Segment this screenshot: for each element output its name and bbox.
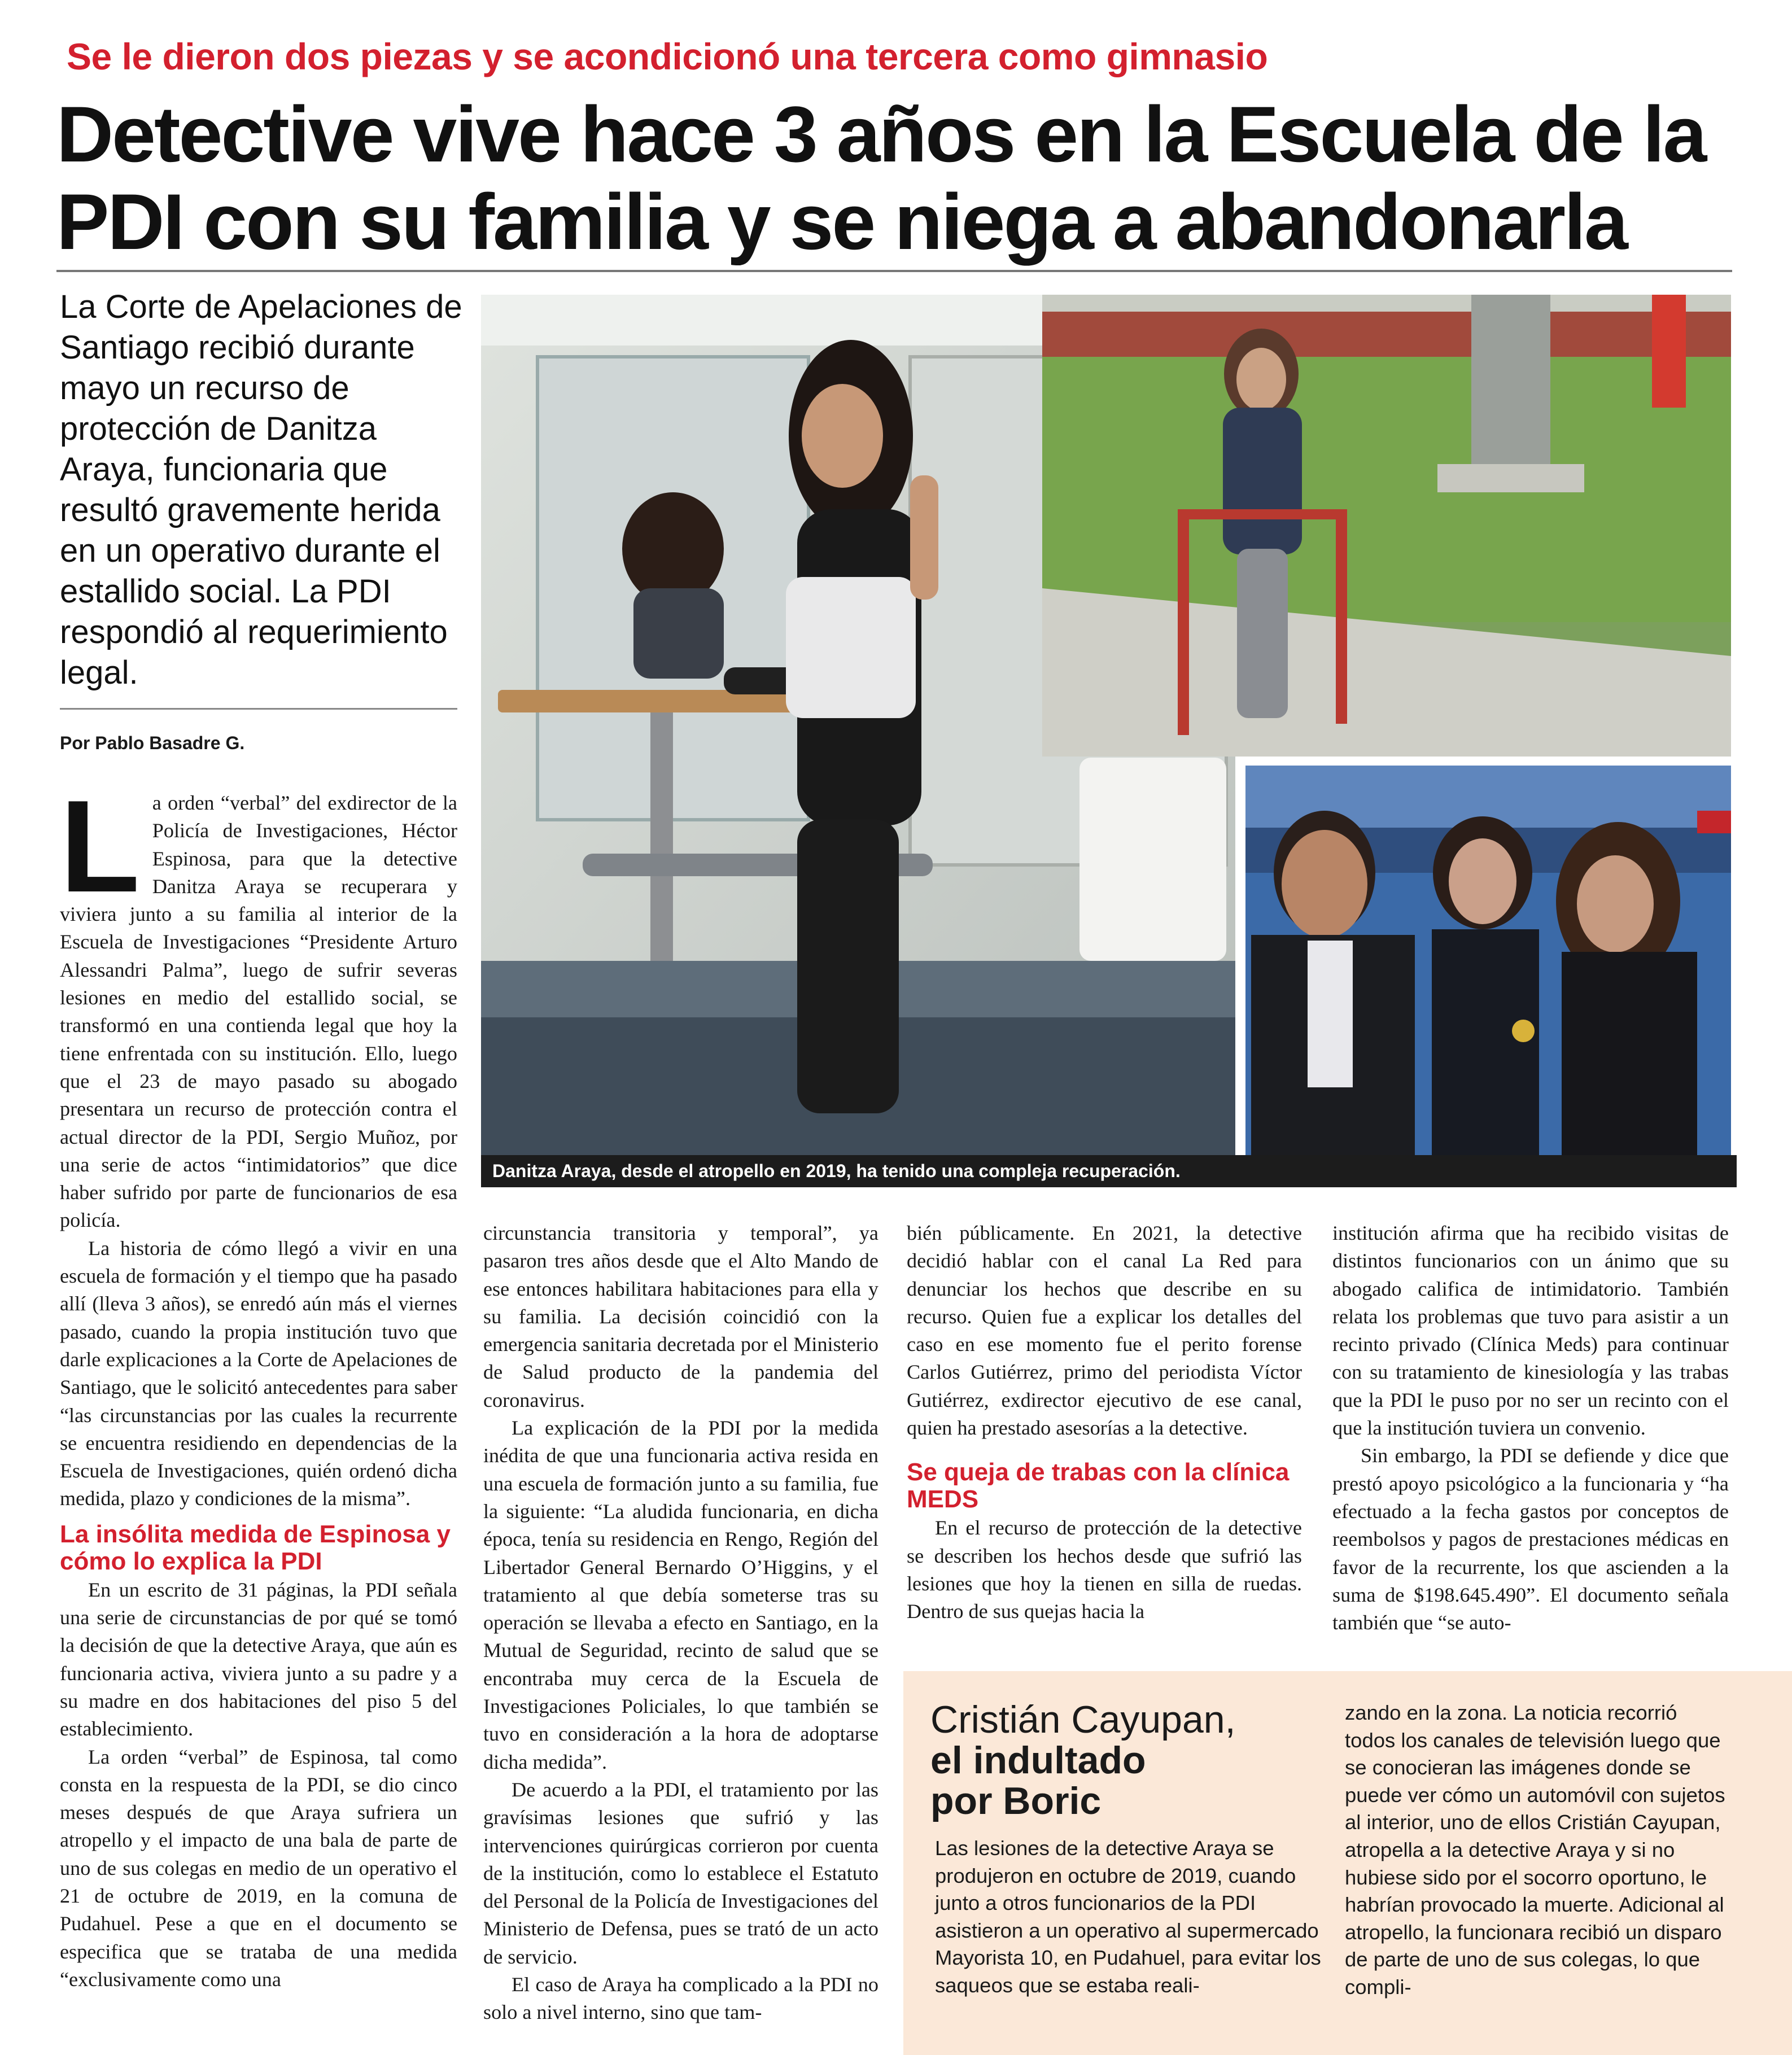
col2-paragraph-3: De acuerdo a la PDI, el tratamiento por las gravísimas lesiones que sufrió y las intervenciones quirúrgicas corrieron por cuenta de la institución, como lo establece el Estatuto del Personal de la Policía de Investigaciones del Ministerio de Defensa, pues se trató de un acto de servicio. — [483, 1778, 878, 1968]
header-divider — [56, 270, 1732, 272]
sidebar-title — [930, 1699, 1326, 1821]
col1-paragraph-3: En un escrito de 31 páginas, la PDI señala una serie de circunstancias de por qué se tomó la decisión de que la detective Araya, que aún es funcionaria activa, viviera junto a su padre y a su madre en dos habitaciones del piso 5 del establecimiento. — [60, 1578, 457, 1741]
lead-divider — [60, 708, 457, 710]
col1-paragraph-2: La historia de cómo llegó a vivir en una escuela de formación y el tiempo que ha pasado allí (lleva 3 años), se enredó aún más el viernes pasado, cuando la propia institución tuvo que darle explicaciones a la Corte de Apelaciones de Santiago, que le solicitó antecedentes para saber “las circunstancias por las cuales la recurrente se encuentra residiendo en dependencias de la Escuela de Investigaciones, quién ordenó dicha medida, plazo y condiciones de la misma”. — [60, 1236, 457, 1510]
col2-paragraph-2: La explicación de la PDI por la medida inédita de que una funcionaria activa resida en una escuela de formación junto a su familia, fue la siguiente: “La aludida funcionaria, en dicha época, tenía su residencia en Rengo, Región del Libertador General Bernardo O’Higgins, y el tratamiento al que debía someterse tras su operación se llevaba a efecto en Santiago, en la Mutual de Seguridad, recinto de salud que se encontraba muy cerca de la Escuela de Investigaciones Policiales, lo que también se tuvo en consideración a la hora de adoptarse dicha medida”. — [483, 1416, 878, 1773]
kicker: Se le dieron dos piezas y se acondicionó una tercera como gimnasio — [67, 36, 1268, 77]
sidebar-text-left: Las lesiones de la detective Araya se produjeron en octubre de 2019, cuando junto a otros funcionarios de la PDI asistieron a un operativo al supermercado Mayorista 10, en Pudahuel, para evitar los saqueos que se estaba reali- — [935, 1837, 1321, 1997]
col3-paragraph-1: bién públicamente. En 2021, la detective decidió hablar con el canal La Red para denunciar los hechos que describe en su recurso. Quien fue a explicar los detalles del caso en ese momento fue el perito forense Carlos Gutiérrez, primo del periodista Víctor Gutiérrez, exdirector ejecutivo de ese canal, quien ha prestado asesorías a la detective. — [907, 1222, 1302, 1440]
photo-ceremony-illustration — [1245, 766, 1731, 1155]
column-2 — [483, 1219, 878, 2027]
column-3 — [907, 1219, 1302, 1626]
subhead-espinosa: La insólita medida de Espinosa y cómo lo explica la PDI — [60, 1520, 451, 1575]
headline: Detective vive hace 3 años en la Escuela de la PDI con su familia y se niega a abandonarla — [56, 90, 1706, 266]
col1-paragraph-4: La orden “verbal” de Espinosa, tal como consta en la respuesta de la PDI, se dio cinco meses después de que Araya sufriera un atropello y el impacto de una bala de parte de uno de sus colegas en medio de un operativo el 21 de octubre de 2019, en la comuna de Pudahuel. Pese a que en el documento se especifica que se trataba de una medida “exclusivamente como una — [60, 1745, 457, 1991]
column-1 — [60, 773, 457, 1993]
col4-paragraph-2: Sin embargo, la PDI se defiende y dice que prestó apoyo psicológico a la funcionaria y “ha efectuado a la fecha gastos por conceptos de reembolsos y pagos de prestaciones médicas en favor de la recurrente, los que ascienden a la suma de $198.645.490”. El documento señala también que “se auto- — [1332, 1444, 1729, 1634]
photo-walker-outdoors — [1042, 295, 1731, 757]
col2-paragraph-4: El caso de Araya ha complicado a la PDI no solo a nivel interno, sino que tam- — [483, 1973, 878, 2024]
subhead-meds: Se queja de trabas con la clínica MEDS — [907, 1458, 1290, 1514]
sidebar-text-right: zando en la zona. La noticia recorrió todos los canales de televisión luego que se conocieran las imágenes donde se puede ver cómo un automóvil con sujetos al interior, uno de ellos Cristián Cayupan, atropella a la detective Araya y si no hubiese sido por el socorro oportuno, le habrían provocado la muerte. Adicional al atropello, la funcionara recibió un disparo de parte de uno de sus colegas, lo que compli- — [1345, 1701, 1725, 1999]
drop-cap: L — [60, 773, 140, 920]
col2-paragraph-1: circunstancia transitoria y temporal”, ya pasaron tres años desde que el Alto Mando de ese entonces habilitara habitaciones para ella y su familia. La decisión coincidió con la emergencia sanitaria decretada por el Ministerio de Salud producto de la pandemia del coronavirus. — [483, 1222, 878, 1411]
col4-paragraph-1: institución afirma que ha recibido visitas de distintos funcionarios con un ánimo que su abogado califica de intimidatorio. También relata los problemas que tuvo para asistir a un recinto privado (Clínica Meds) para continuar con su tratamiento de kinesiología y las trabas que la PDI le puso por no ser un recinto con el que la institución tuviera un convenio. — [1332, 1222, 1729, 1440]
sidebar-title-line-1: Cristián Cayupan, — [930, 1698, 1236, 1741]
photo-walker-illustration — [1042, 295, 1731, 757]
column-4 — [1332, 1219, 1729, 1637]
sidebar-title-line-2: el indultado — [930, 1739, 1146, 1782]
sidebar-title-line-3: por Boric — [930, 1779, 1102, 1822]
col3-paragraph-2: En el recurso de protección de la detective se describen los hechos desde que sufrió las lesiones que hoy la tienen en silla de ruedas. Dentro de sus quejas hacia la — [907, 1516, 1302, 1623]
photo-ceremony — [1245, 766, 1731, 1155]
photo-caption: Danitza Araya, desde el atropello en 2019, ha tenido una compleja recuperación. — [481, 1155, 1737, 1187]
byline: Por Pablo Basadre G. — [60, 733, 245, 753]
lead-paragraph: La Corte de Apelaciones de Santiago recibió durante mayo un recurso de protección de Danitza Araya, funcionaria que resultó gravemente herida en un operativo durante el estallido social. La PDI respondió al requerimiento legal. — [60, 288, 462, 691]
col1-paragraph-1: a orden “verbal” del exdirector de la Policía de Investigaciones, Héctor Espinosa, para que la detective Danitza Araya se recuperara y viviera junto a su familia al interior de la Escuela de Investigaciones “Presidente Arturo Alessandri Palma”, luego de sufrir severas lesiones en medio del estallido social, se transformó en una contienda legal que hoy la tiene enfrentada con su institución. Ello, luego que el 23 de mayo pasado su abogado presentara un recurso de protección contra el actual director de la PDI, Sergio Muñoz, por una serie de actos “intimidatorios” que dice haber sufrido por parte de funcionarios de esa policía. — [60, 792, 457, 1232]
